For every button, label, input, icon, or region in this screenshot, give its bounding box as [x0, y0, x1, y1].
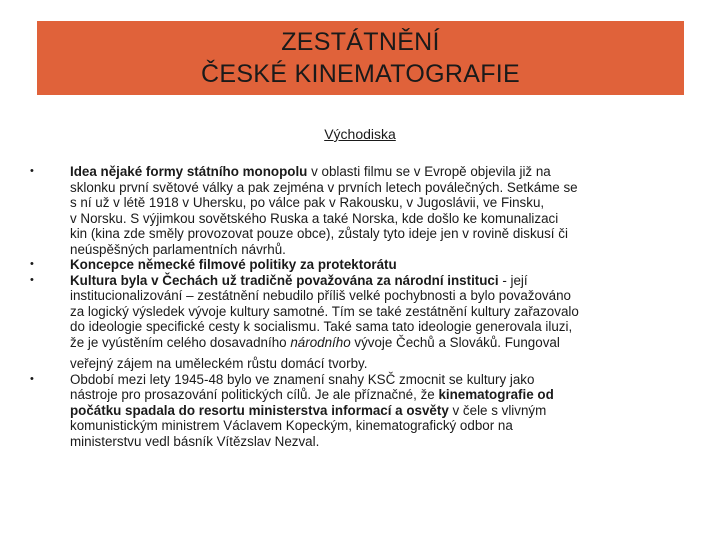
bullet-marker: • — [30, 165, 34, 177]
italic-text: národního — [290, 334, 351, 350]
text-line: kin (kina zde směly provozovat pouze obce), zůstaly tyto ideje jen v rovině diskusí či — [70, 226, 568, 241]
text-line: institucionalizování – zestátnění nebudilo příliš velké pochybnosti a bylo považováno — [70, 288, 571, 303]
text-run: v čele s vlivným — [448, 402, 547, 418]
text-line: neúspěšných parlamentních návrhů. — [70, 241, 286, 257]
text-run: - její — [498, 272, 528, 288]
text-line — [70, 257, 690, 273]
text-line — [70, 387, 690, 403]
text-line — [70, 164, 690, 180]
text-line — [70, 273, 690, 289]
text-line: s ní už v létě 1918 v Uhersku, po válce pak v Rakousku, v Jugoslávii, ve Finsku, — [70, 195, 545, 210]
text-line: za logický výsledek vývoje kultury samotné. Tím se také zestátnění kultury zařazovalo — [70, 303, 579, 319]
bold-text: Koncepce německé filmové politiky za protektorátu — [70, 257, 397, 272]
bullet-marker: • — [30, 273, 34, 286]
text-run: v oblasti filmu se v Evropě objevila již na — [307, 164, 551, 179]
text-line: ministerstvu vedl básník Vítězslav Nezval. — [70, 433, 320, 449]
bold-text: počátku spadala do resortu ministerstva informací a osvěty — [70, 402, 449, 418]
text-line: Období mezi lety 1945-48 bylo ve znamení snahy KSČ zmocnit se kultury jako — [70, 371, 535, 387]
text-run: nástroje pro prosazování politických cílů. Je ale příznačné, že — [70, 387, 439, 402]
bullet-list — [30, 164, 690, 449]
bullet-marker: • — [30, 372, 34, 385]
list-item — [30, 273, 690, 372]
bullet-marker: • — [30, 258, 34, 270]
text-line — [70, 403, 690, 419]
text-run: že je vyústěním celého dosavadního — [70, 334, 291, 350]
text-line — [70, 335, 690, 351]
list-item — [30, 372, 690, 450]
text-run: vývoje Čechů a Slováků. Fungoval — [350, 334, 560, 350]
text-line: veřejný zájem na uměleckém růstu domácí tvorby. — [70, 356, 368, 371]
text-line: v Norsku. S výjimkou sovětského Ruska a také Norska, kde došlo ke komunalizaci — [70, 210, 559, 226]
text-line: sklonku první světové války a pak zejména v prvních letech poválečných. Setkáme se — [70, 179, 578, 195]
slide-title-line-2: ČESKÉ KINEMATOGRAFIE — [200, 60, 521, 88]
text-line: komunistickým ministrem Václavem Kopeckým, kinematografický odbor na — [70, 418, 513, 433]
title-banner — [37, 21, 684, 95]
slide-title-line-1: ZESTÁTNĚNÍ — [281, 28, 440, 56]
slide-subtitle: Východiska — [324, 126, 396, 142]
bold-text: Kultura byla v Čechách už tradičně považována za národní instituci — [70, 272, 499, 288]
list-item — [30, 257, 690, 273]
bold-text: kinematografie od — [438, 387, 554, 402]
list-item — [30, 164, 690, 257]
bold-text: Idea nějaké formy státního monopolu — [70, 164, 308, 179]
text-line: do ideologie specifické cesty k socialismu. Také sama tato ideologie generovala iluzi, — [70, 319, 573, 334]
